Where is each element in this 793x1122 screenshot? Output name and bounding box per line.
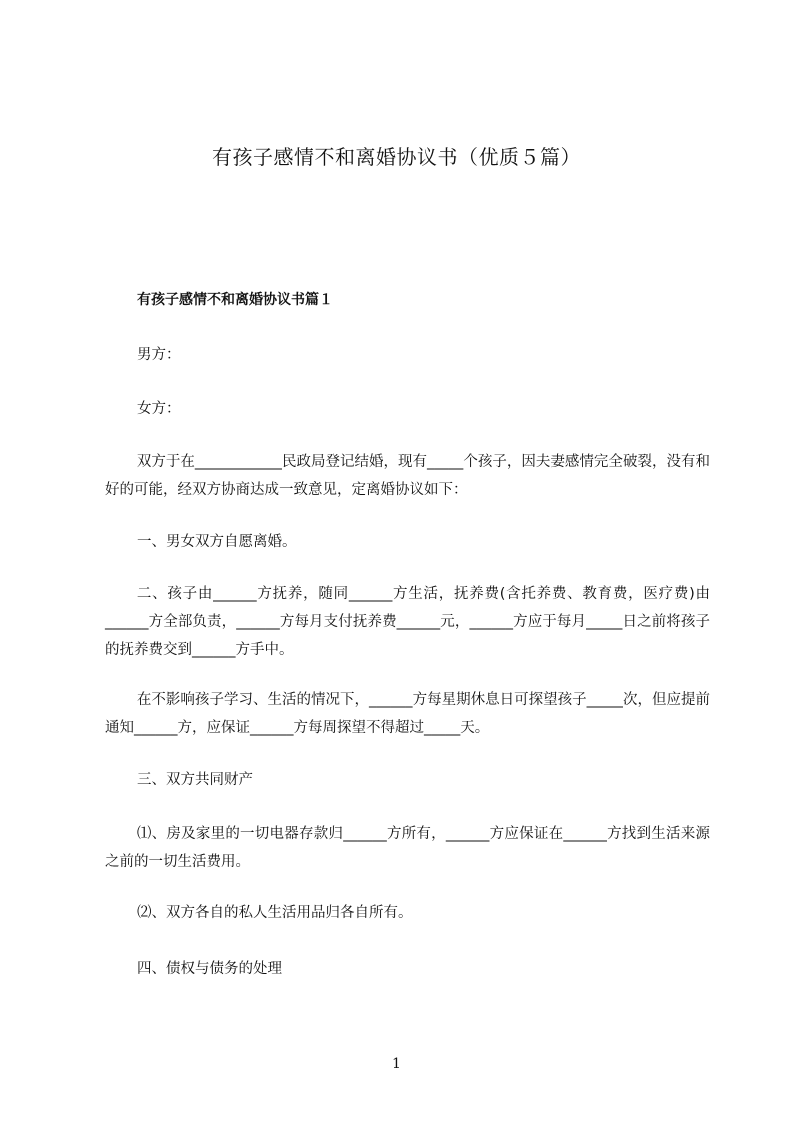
clause-three-sub-two: ⑵、双方各自的私人生活用品归各自所有。 (137, 905, 413, 921)
document-title: 有孩子感情不和离婚协议书（优质５篇） (212, 145, 581, 169)
clause-three: 三、双方共同财产 (137, 772, 253, 788)
visitation-paragraph: 在不影响孩子学习、生活的情况下，______方每星期休息日可探望孩子_____次，但应提前通知______方，应保证______方每周探望不得超过_____天。 (105, 692, 710, 736)
clause-two: 二、孩子由______方抚养，随同______方生活，抚养费(含托养费、教育费，医疗费)由______方全部负责，______方每月支付抚养费______元，______方应于每月_____日之前将孩子的抚养费交到______方手中。 (105, 586, 710, 658)
page-number: 1 (392, 1056, 401, 1072)
clause-four: 四、债权与债务的处理 (137, 961, 282, 977)
intro-paragraph: 双方于在____________民政局登记结婚，现有_____个孩子，因夫妻感情完全破裂，没有和好的可能，经双方协商达成一致意见，定离婚协议如下： (105, 454, 710, 498)
clause-one: 一、男女双方自愿离婚。 (137, 534, 297, 550)
section-heading: 有孩子感情不和离婚协议书篇１ (137, 292, 333, 308)
male-party-label: 男方： (137, 347, 181, 363)
clause-three-sub-one: ⑴、房及家里的一切电器存款归______方所有，______方应保证在______方找到生活来源之前的一切生活费用。 (105, 826, 710, 870)
female-party-label: 女方： (137, 401, 181, 417)
